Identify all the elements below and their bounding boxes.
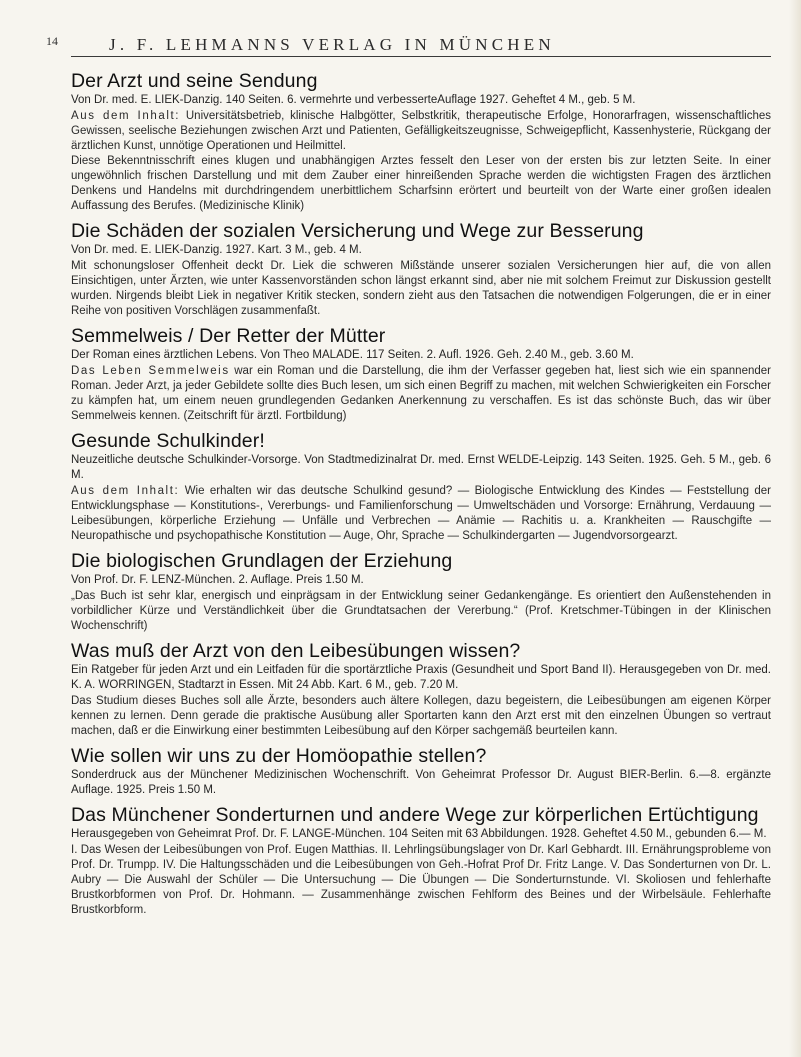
entry-title: Semmelweis / Der Retter der Mütter (71, 325, 386, 347)
entry-title: Was muß der Arzt von den Leibesübungen wissen? (71, 640, 521, 662)
running-title: J. F. LEHMANNS VERLAG IN MÜNCHEN (109, 35, 555, 54)
entry-meta: Sonderdruck aus der Münchener Medizinischen Wochenschrift. Von Geheimrat Professor Dr. August BIER-Berlin. 6.—8. ergänzte Auflage. 1925. Preis 1.50 M. (71, 769, 771, 796)
book-entry-homoeopathie (71, 745, 771, 798)
book-entry-semmelweis (71, 325, 771, 424)
entry-title: Der Arzt und seine Sendung (71, 70, 318, 92)
book-entry-leibesuebungen (71, 640, 771, 739)
entry-meta: Von Dr. med. E. LIEK-Danzig. 1927. Kart. 3 M., geb. 4 M. (71, 244, 362, 256)
catalog-content (71, 70, 771, 924)
book-entry-soziale-versicherung (71, 220, 771, 319)
entry-meta: Herausgegeben von Geheimrat Prof. Dr. F. LANGE-München. 104 Seiten mit 63 Abbildungen. 1928. Geheftet 4.50 M., gebunden 6.— M. (71, 828, 767, 840)
entry-contents (71, 109, 771, 154)
page-header (46, 34, 771, 57)
page-edge-shadow (789, 0, 801, 1057)
entry-review: Das Studium dieses Buches soll alle Ärzte, besonders auch ältere Kollegen, dazu begeistern, die Leibesübungen am eigenen Körper kennen zu lernen. Denn gerade die praktische Ausübung aller Sportarten kann den Arzt erst mit den einzelnen Übungen so vertraut machen, daß er die Einwirkung einer bestimmten Leibesübung auf den Körper sachgemäß beurteilen kann. (71, 695, 771, 737)
book-entry-biologische-grundlagen (71, 550, 771, 634)
entry-title: Wie sollen wir uns zu der Homöopathie stellen? (71, 745, 487, 767)
book-entry-gesunde-schulkinder (71, 430, 771, 544)
book-entry-sonderturnen (71, 804, 771, 918)
entry-contents: I. Das Wesen der Leibesübungen von Prof. Eugen Matthias. II. Lehrlingsübungslager von Dr. Karl Gebhardt. III. Ernährungsprobleme von Prof. Dr. Trumpp. IV. Die Haltungsschäden und die Leibesübungen von Geh.-Hofrat Prof Dr. Fritz Lange. V. Das Sonderturnen von Dr. L. Aubry — Die Auswahl der Schüler — Die Untersuchung — Die Übungen — Die Sonderturnstunde. VI. Skoliosen und fehlerhafte Brustkorbformen von Prof. Dr. Hohmann. — Zusammenhänge zwischen Fehlform des Beines und der Wirbelsäule. Fehlerhafte Brustkorbform. (71, 844, 771, 916)
contents-text: Universitätsbetrieb, klinische Halbgötter, Selbstkritik, therapeutische Erfolge, Honorarfragen, wissenschaftliches Gewissen, seelische Beziehungen zwischen Arzt und Patienten, Gefälligkeitszeugnisse, Schweigepflicht, Kassenhysterie, Rückgang der ärztlichen Kunst, unnötige Operationen und Heilmittel. (71, 110, 771, 152)
contents-lead: Aus dem Inhalt: (71, 110, 181, 122)
contents-lead: Aus dem Inhalt: (71, 485, 180, 497)
entry-title: Das Münchener Sonderturnen und andere Wege zur körperlichen Ertüchtigung (71, 804, 759, 826)
entry-meta: Der Roman eines ärztlichen Lebens. Von Theo MALADE. 117 Seiten. 2. Aufl. 1926. Geh. 2.40 M., geb. 3.60 M. (71, 349, 634, 361)
entry-meta: Von Dr. med. E. LIEK-Danzig. 140 Seiten. 6. vermehrte und verbesserteAuflage 1927. Geheftet 4 M., geb. 5 M. (71, 94, 636, 106)
entry-review: „Das Buch ist sehr klar, energisch und einprägsam in der Entwicklung seiner Gedankengänge. Es orientiert den Außenstehenden in vorbildlicher Kürze und Verständlichkeit über die Grundtatsachen der Vererbung.“ (Prof. Kretschmer-Tübingen in der Klinischen Wochenschrift) (71, 590, 771, 632)
entry-title: Die biologischen Grundlagen der Erziehung (71, 550, 453, 572)
entry-meta: Ein Ratgeber für jeden Arzt und ein Leitfaden für die sportärztliche Praxis (Gesundheit und Sport Band II). Herausgegeben von Dr. med. K. A. WORRINGEN, Stadtarzt in Essen. Mit 24 Abb. Kart. 6 M., geb. 7.20 M. (71, 664, 771, 691)
review-lead: Das Leben Semmelweis (71, 365, 230, 377)
entry-review: Mit schonungsloser Offenheit deckt Dr. Liek die schweren Mißstände unserer sozialen Versicherungen hier auf, die von allen Einsichtigen, unter Ärzten, wie unter Kassenvorständen schon längst erkannt sind, aber nie mit solchem Freimut zur Diskussion gestellt wurden. Nirgends bleibt Liek in negativer Kritik stecken, sondern zieht aus den Tatsachen die notwendigen Folgerungen, die er in einer Reihe von positiven Vorschlägen zusammenfaßt. (71, 260, 771, 317)
entry-meta: Neuzeitliche deutsche Schulkinder-Vorsorge. Von Stadtmedizinalrat Dr. med. Ernst WELDE-Leipzig. 143 Seiten. 1925. Geh. 5 M., geb. 6 M. (71, 454, 771, 481)
entry-review: Diese Bekenntnisschrift eines klugen und unabhängigen Arztes fesselt den Leser von der ersten bis zur letzten Seite. In einer ungewöhnlich frischen Darstellung und mit dem Zauber einer hinreißenden Sprache werden die wichtigsten Fragen des ärztlichen Denkens und Handelns mit durchdringendem unerbittlichem Scharfsinn erörtert und beurteilt von der Warte einer großen idealen Auffassung des Berufes. (Medizinische Klinik) (71, 155, 771, 212)
entry-meta: Von Prof. Dr. F. LENZ-München. 2. Auflage. Preis 1.50 M. (71, 574, 364, 586)
review-text: war ein Roman und die Darstellung, die ihm der Verfasser gegeben hat, liest sich wie ein spannender Roman. Jeder Arzt, ja jeder Gebildete sollte dies Buch lesen, um sich einen Begriff zu machen, mit welchen Schwierigkeiten ein Forscher zu kämpfen hat, um einem neuen grundlegenden Gedanken Anerkennung zu verschaffen. Es ist das schönste Buch, das wir über Semmelweis kennen. (Zeitschrift für ärztl. Fortbildung) (71, 365, 771, 422)
entry-review (71, 364, 771, 424)
entry-contents (71, 484, 771, 544)
page-number: 14 (46, 34, 58, 48)
contents-text: Wie erhalten wir das deutsche Schulkind gesund? — Biologische Entwicklung des Kindes — Feststellung der Entwicklungsphase — Konstitutions-, Vererbungs- und Familienforschung — Umweltschäden und Vorsorge: Ernährung, Verdauung — Leibesübungen, körperliche Erziehung — Unfälle und Verbrechen — Anämie — Rachitis u. a. Krankheiten — Rauschgifte — Neuropathische und psychopathische Konstitution — Auge, Ohr, Sprache — Schulkindergarten — Jugendvorsorgearzt. (71, 485, 771, 542)
entry-title: Die Schäden der sozialen Versicherung und Wege zur Besserung (71, 220, 644, 242)
book-entry-arzt-sendung (71, 70, 771, 214)
entry-title: Gesunde Schulkinder! (71, 430, 265, 452)
